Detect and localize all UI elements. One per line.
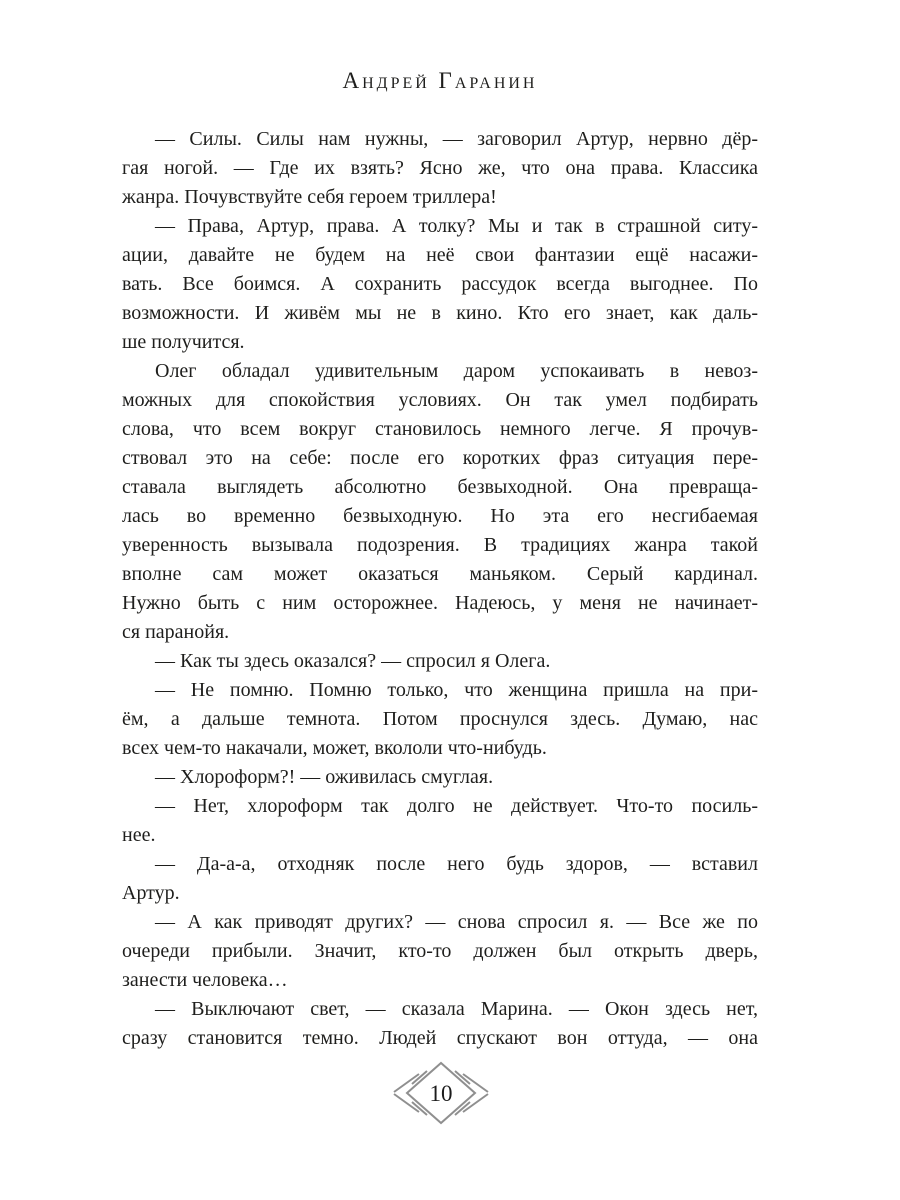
text-line: гая ногой. — Где их взять? Ясно же, что она права. Классика: [122, 157, 758, 179]
text-line: вполне сам может оказаться маньяком. Серый кардинал.: [122, 563, 758, 585]
body-text: [122, 125, 758, 1053]
page-number-ornament: [391, 1061, 491, 1125]
text-line: очереди прибыли. Значит, кто-то должен был открыть дверь,: [122, 940, 758, 962]
text-line: — Не помню. Помню только, что женщина пришла на при-: [155, 679, 758, 701]
text-line: слова, что всем вокруг становилось немного легче. Я прочув-: [122, 418, 758, 440]
text-line: — Силы. Силы нам нужны, — заговорил Артур, нервно дёр-: [155, 128, 758, 150]
text-line: — Нет, хлороформ так долго не действует. Что-то посиль-: [155, 795, 758, 817]
text-line: всех чем-то накачали, может, вкололи что-нибудь.: [122, 737, 547, 759]
text-line: — Как ты здесь оказался? — спросил я Олега.: [155, 650, 551, 672]
text-line: — Да-а-а, отходняк после него будь здоров, — вставил: [155, 853, 758, 875]
text-line: можных для спокойствия условиях. Он так умел подбирать: [122, 389, 758, 411]
text-line: Артур.: [122, 882, 180, 904]
text-line: — Выключают свет, — сказала Марина. — Окон здесь нет,: [155, 998, 758, 1020]
text-line: жанра. Почувствуйте себя героем триллера!: [122, 186, 497, 208]
text-line: уверенность вызывала подозрения. В традициях жанра такой: [122, 534, 758, 556]
text-line: — А как приводят других? — снова спросил я. — Все же по: [155, 911, 758, 933]
text-line: ше получится.: [122, 331, 245, 353]
text-line: нее.: [122, 824, 156, 846]
text-line: сразу становится темно. Людей спускают вон оттуда, — она: [122, 1027, 758, 1049]
text-line: ставала выглядеть абсолютно безвыходной. Она превраща-: [122, 476, 758, 498]
text-line: — Права, Артур, права. А толку? Мы и так в страшной ситу-: [155, 215, 758, 237]
text-line: возможности. И живём мы не в кино. Кто его знает, как даль-: [122, 302, 758, 324]
text-line: ствовал это на себе: после его коротких фраз ситуация пере-: [122, 447, 758, 469]
text-line: ём, а дальше темнота. Потом проснулся здесь. Думаю, нас: [122, 708, 758, 730]
running-header: Андрей Гаранин: [342, 68, 538, 93]
text-line: Олег обладал удивительным даром успокаивать в невоз-: [155, 360, 758, 382]
text-line: Нужно быть с ним осторожнее. Надеюсь, у меня не начинает-: [122, 592, 758, 614]
text-line: лась во временно безвыходную. Но эта его несгибаемая: [122, 505, 758, 527]
text-line: — Хлороформ?! — оживилась смуглая.: [155, 766, 494, 788]
page-number: 10: [429, 1081, 453, 1106]
text-line: вать. Все боимся. А сохранить рассудок всегда выгоднее. По: [122, 273, 758, 295]
text-line: ации, давайте не будем на неё свои фантазии ещё насажи-: [122, 244, 758, 266]
text-line: ся паранойя.: [122, 621, 230, 643]
text-line: занести человека…: [122, 969, 288, 991]
